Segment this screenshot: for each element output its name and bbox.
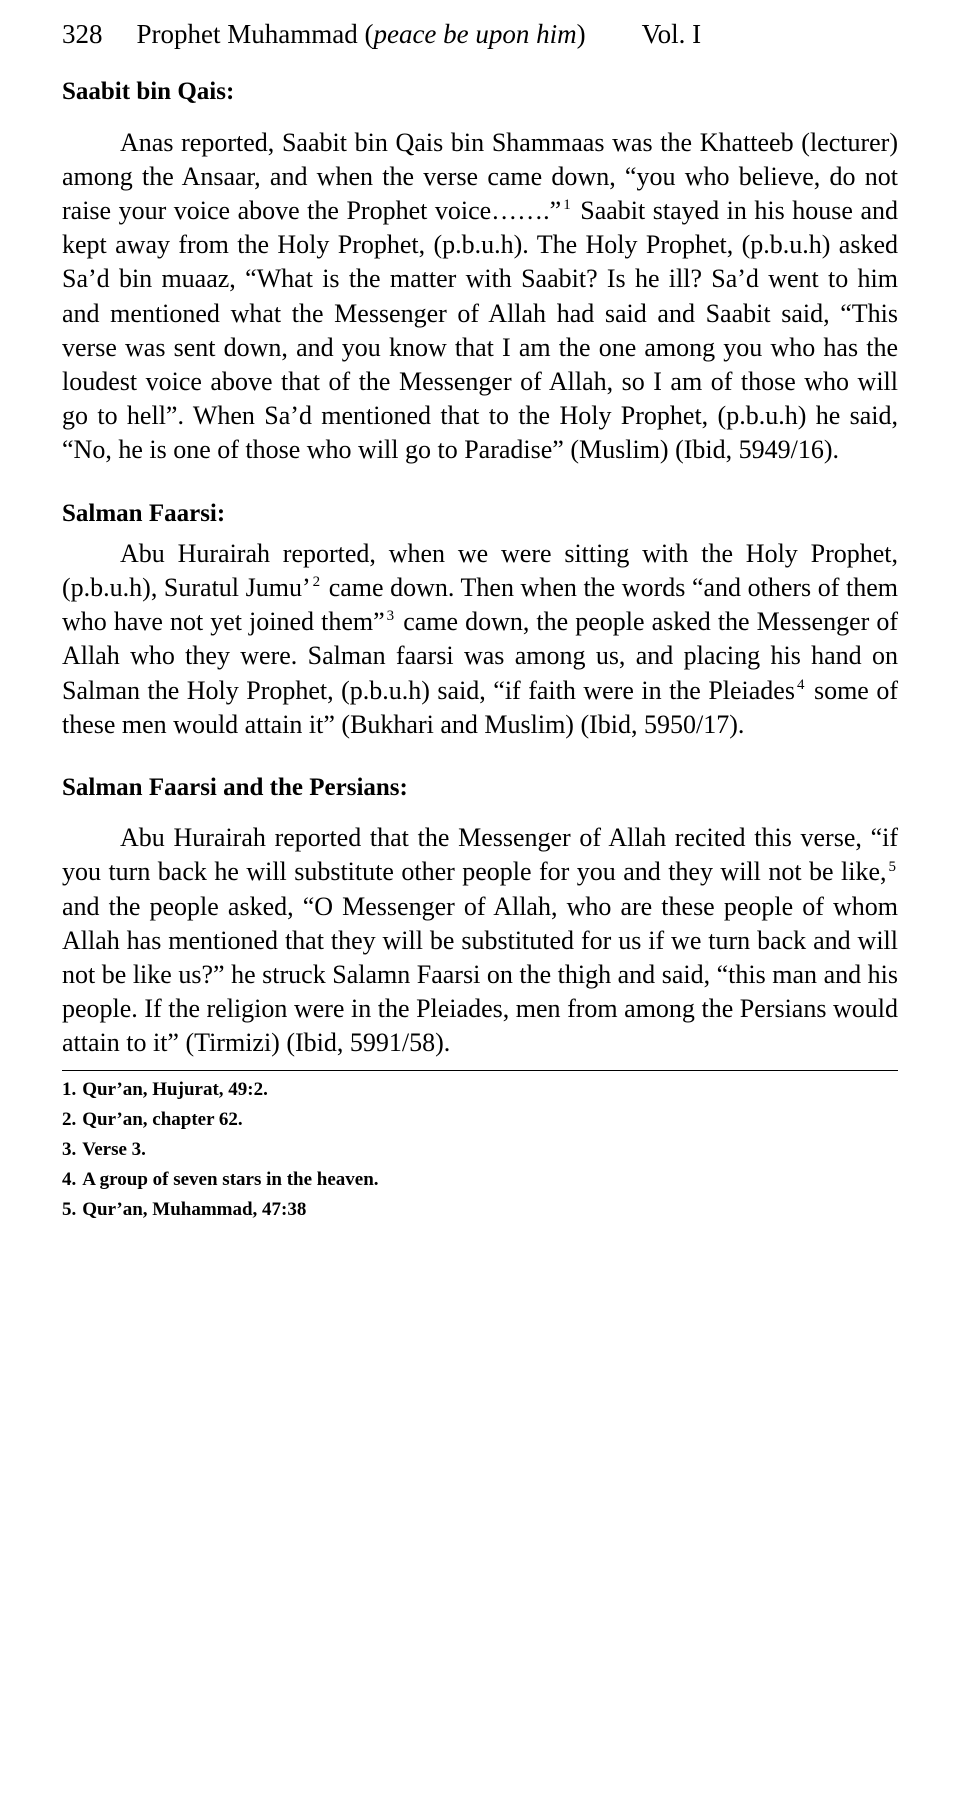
- footnote-item: [62, 1197, 898, 1224]
- paragraph-salman-faarsi-persians: [62, 821, 898, 1060]
- footnote-marker-1[interactable]: 1: [563, 197, 571, 214]
- footnote-marker-2[interactable]: 2: [312, 574, 321, 591]
- footnote-marker-4[interactable]: 4: [796, 676, 805, 693]
- footnote-marker-3[interactable]: 3: [386, 608, 395, 625]
- paragraph-run-2: came down. Then when the words “and others of them who have not yet joined them”: [62, 572, 898, 637]
- running-head-title-after: ): [576, 19, 586, 49]
- section-heading-salman-faarsi-and-the-persians: Salman Faarsi and the Persians:: [62, 773, 408, 801]
- footnote-item: [62, 1167, 898, 1194]
- paragraph-run-1: Abu Hurairah reported, when we were sitting with the Holy Prophet, (p.b.u.h), Suratul Jumu’: [62, 538, 898, 602]
- footnote-number: 2.: [62, 1109, 77, 1131]
- paragraph-salman-faarsi: [62, 537, 898, 742]
- section-heading-saabit-bin-qais: Saabit bin Qais:: [62, 78, 235, 106]
- footnote-text: Qur’an, Muhammad, 47:38: [82, 1199, 307, 1221]
- running-head-title-before: Prophet Muhammad (: [136, 19, 374, 49]
- footnote-text: Verse 3.: [82, 1139, 146, 1161]
- paragraph-run-2: and the people asked, “O Messenger of Allah, who are these people of whom Allah has mentioned that they will be substituted for us if we turn back and will not be like us?” he struck Salamn Faarsi on the thigh and said, “this man and his people. If the religion were in the Pleiades, men from among the Persians would attain to it” (Tirmizi) (Ibid, 5991/58).: [62, 891, 898, 1058]
- section-heading-salman-faarsi: Salman Faarsi:: [62, 499, 226, 527]
- paragraph-run-4: some of these men would attain it” (Bukhari and Muslim) (Ibid, 5950/17).: [62, 675, 899, 739]
- volume-label: Vol. I: [641, 19, 702, 49]
- footnote-number: 4.: [62, 1169, 77, 1191]
- paragraph-run-1: Abu Hurairah reported that the Messenger of Allah recited this verse, “if you turn back he will substitute other people for you and they will not be like,: [62, 823, 898, 887]
- page-number: 328: [62, 19, 103, 49]
- footnote-number: 5.: [62, 1199, 77, 1221]
- footnote-text: Qur’an, chapter 62.: [82, 1109, 243, 1131]
- footnote-list: [62, 1077, 898, 1224]
- footnote-item: [62, 1107, 898, 1134]
- footnote-text: A group of seven stars in the heaven.: [82, 1169, 379, 1191]
- footnote-number: 1.: [62, 1079, 77, 1101]
- footnote-item: [62, 1077, 898, 1104]
- footnote-text: Qur’an, Hujurat, 49:2.: [82, 1079, 268, 1101]
- running-head: [62, 18, 898, 50]
- footnote-separator: [62, 1070, 898, 1071]
- paragraph-text-part-2: Saabit stayed in his house and kept away from the Holy Prophet, (p.b.u.h). The Holy Prophet, (p.b.u.h) asked Sa’d bin muaaz, “What is the matter with Saabit? Is he ill? Sa’d went to him and mentioned what the Messenger of Allah had said and Saabit said, “This verse was sent down, and you know that I am the one among you who has the loudest voice above that of the Messenger of Allah, so I am of those who will go to hell”. When Sa’d mentioned that to the Holy Prophet, (p.b.u.h) he said, “No, he is one of those who will go to Paradise” (Muslim) (Ibid, 5949/16).: [62, 196, 898, 465]
- footnote-number: 3.: [62, 1139, 77, 1161]
- footnote-item: [62, 1137, 898, 1164]
- paragraph-saabit-bin-qais: [62, 126, 898, 468]
- running-head-title-italic: peace be upon him: [373, 19, 577, 49]
- footnote-marker-5[interactable]: 5: [888, 858, 896, 875]
- paragraph-run-3: came down, the people asked the Messenger of Allah who they were. Salman faarsi was among us, and placing his hand on Salman the Holy Prophet, (p.b.u.h) said, “if faith were in the Pleiades: [62, 607, 898, 705]
- running-head-title: [137, 18, 586, 50]
- paragraph-text-part-1: Anas reported, Saabit bin Qais bin Shammaas was the Khatteeb (lecturer) among the Ansaar, and when the verse came down, “you who believe, do not raise your voice above the Prophet voice…….”: [62, 127, 898, 226]
